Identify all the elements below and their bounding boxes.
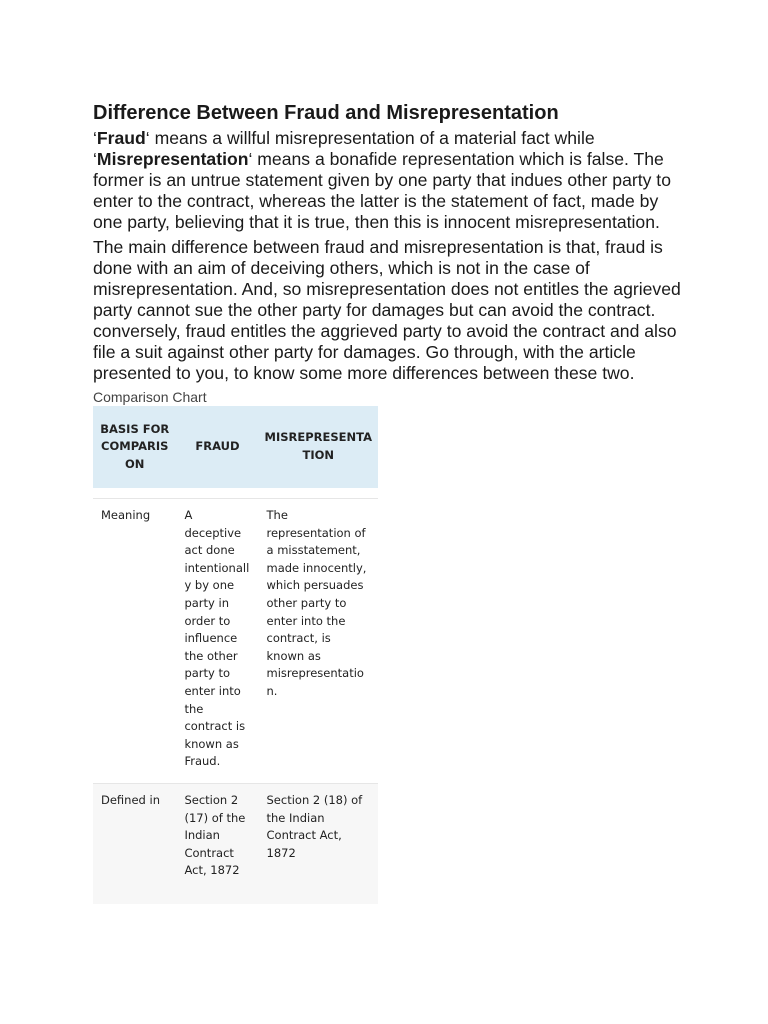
article (93, 100, 683, 904)
intro-text-1: means a willful misrepresentation of a material fact while (149, 128, 595, 148)
cell-misrepresentation: Section 2 (18) of the Indian Contract Act, 1872 (259, 783, 379, 904)
quote-mark: ‘ (93, 128, 97, 148)
table-row (93, 783, 378, 904)
table-spacer (93, 488, 378, 499)
comparison-table (93, 406, 378, 904)
quote-mark: ‘ (93, 149, 97, 169)
quote-mark: ‘ (145, 128, 150, 148)
term-fraud: Fraud (96, 128, 146, 148)
term-misrepresentation: Misrepresentation (96, 149, 249, 169)
cell-fraud: Section 2 (17) of the Indian Contract Act, 1872 (176, 783, 258, 904)
page-title: Difference Between Fraud and Misrepresentation (93, 102, 559, 124)
header-basis: BASIS FOR COMPARIS ON (93, 406, 176, 488)
cell-fraud: A deceptive act done intentionall y by one party in order to influence the other party to enter into the contract is known as Fraud. (176, 499, 258, 784)
comparison-chart-caption: Comparison Chart (93, 389, 207, 405)
table-row (93, 499, 378, 784)
intro-paragraph (93, 128, 683, 233)
quote-mark: ‘ (248, 149, 253, 169)
header-fraud: FRAUD (176, 406, 258, 488)
header-misrepresentation: MISREPRESENTA TION (259, 406, 379, 488)
difference-paragraph: The main difference between fraud and misrepresentation is that, fraud is done with an aim of deceiving others, which is not in the case of misrepresentation. And, so misrepresentation does not entitles the agrieved party cannot sue the other party for damages but can avoid the contract. conversely, fraud entitles the aggrieved party to avoid the contract and also file a suit against other party for damages. Go through, with the article presented to you, to know some more differences between these two. (93, 237, 681, 383)
cell-basis: Defined in (93, 783, 176, 904)
cell-basis: Meaning (93, 499, 176, 784)
intro-text-2: means a bonafide representation which is false. The former is an untrue statement given by one party that indues other party to enter to the contract, whereas the latter is the statement of fact, made by one party, believing that it is true, then this is innocent misrepresentation. (93, 149, 671, 232)
cell-misrepresentation: The representation of a misstatement, made innocently, which persuades other party to enter into the contract, is known as misrepresentatio n. (259, 499, 379, 784)
table-header-row (93, 406, 378, 488)
